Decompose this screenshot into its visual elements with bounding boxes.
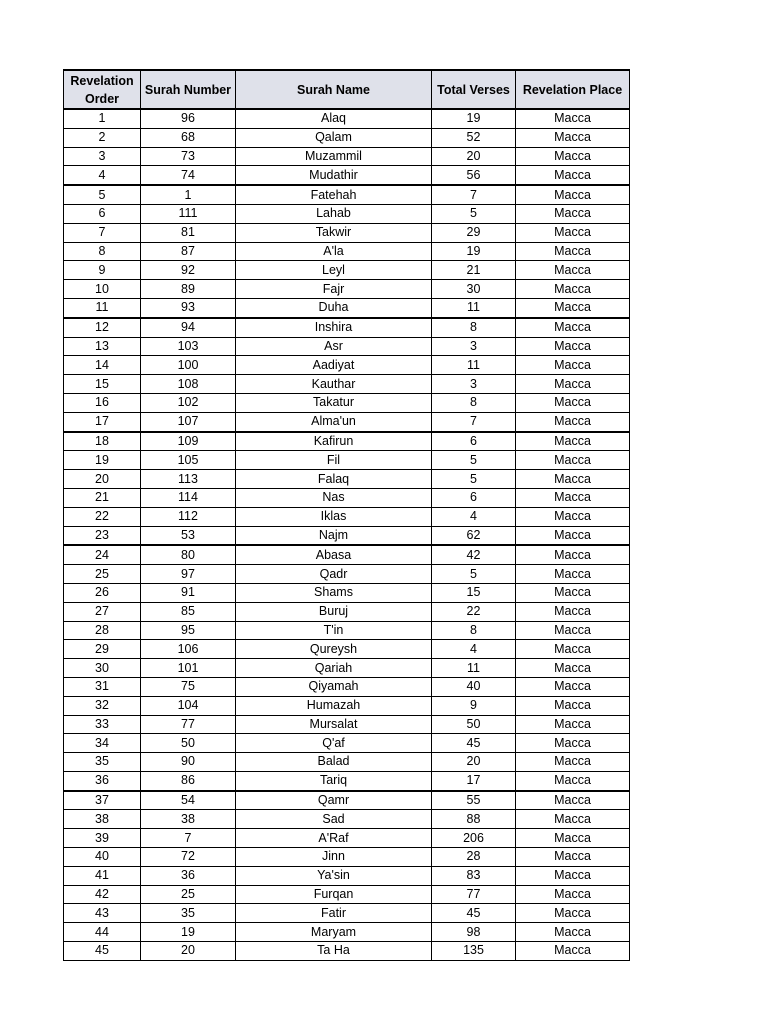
cell-revelation-place: Macca xyxy=(516,829,630,848)
cell-revelation-order: 43 xyxy=(64,904,141,923)
cell-revelation-order: 15 xyxy=(64,375,141,394)
cell-revelation-place: Macca xyxy=(516,375,630,394)
cell-surah-number: 96 xyxy=(141,109,236,128)
cell-revelation-place: Macca xyxy=(516,128,630,147)
cell-surah-number: 36 xyxy=(141,866,236,885)
table-row xyxy=(64,185,630,204)
cell-revelation-place: Macca xyxy=(516,298,630,317)
cell-surah-name: Falaq xyxy=(236,470,432,489)
cell-revelation-place: Macca xyxy=(516,470,630,489)
cell-surah-name: Fatir xyxy=(236,904,432,923)
header-revelation-place: Revelation Place xyxy=(516,70,630,109)
table-row xyxy=(64,848,630,867)
cell-revelation-place: Macca xyxy=(516,621,630,640)
cell-surah-name: Tariq xyxy=(236,771,432,790)
cell-revelation-place: Macca xyxy=(516,602,630,621)
cell-revelation-place: Macca xyxy=(516,885,630,904)
cell-surah-number: 19 xyxy=(141,923,236,942)
cell-surah-number: 1 xyxy=(141,185,236,204)
cell-total-verses: 20 xyxy=(432,147,516,166)
cell-revelation-order: 30 xyxy=(64,659,141,678)
cell-revelation-order: 26 xyxy=(64,583,141,602)
table-row xyxy=(64,923,630,942)
cell-surah-number: 20 xyxy=(141,942,236,961)
cell-surah-number: 100 xyxy=(141,356,236,375)
cell-revelation-place: Macca xyxy=(516,640,630,659)
cell-total-verses: 15 xyxy=(432,583,516,602)
cell-surah-number: 102 xyxy=(141,393,236,412)
cell-surah-number: 95 xyxy=(141,621,236,640)
cell-revelation-order: 37 xyxy=(64,791,141,810)
cell-total-verses: 4 xyxy=(432,640,516,659)
cell-surah-number: 111 xyxy=(141,204,236,223)
table-row xyxy=(64,904,630,923)
cell-surah-name: Inshira xyxy=(236,318,432,337)
cell-revelation-order: 38 xyxy=(64,810,141,829)
cell-total-verses: 30 xyxy=(432,280,516,299)
cell-revelation-place: Macca xyxy=(516,545,630,564)
cell-surah-name: Najm xyxy=(236,526,432,545)
cell-surah-number: 38 xyxy=(141,810,236,829)
cell-revelation-place: Macca xyxy=(516,942,630,961)
table-row xyxy=(64,640,630,659)
cell-total-verses: 11 xyxy=(432,659,516,678)
cell-total-verses: 98 xyxy=(432,923,516,942)
cell-total-verses: 17 xyxy=(432,771,516,790)
cell-surah-number: 91 xyxy=(141,583,236,602)
cell-surah-name: Qamr xyxy=(236,791,432,810)
cell-total-verses: 83 xyxy=(432,866,516,885)
cell-revelation-order: 16 xyxy=(64,393,141,412)
cell-total-verses: 8 xyxy=(432,393,516,412)
cell-surah-number: 114 xyxy=(141,488,236,507)
cell-surah-number: 92 xyxy=(141,261,236,280)
table-row xyxy=(64,734,630,753)
cell-revelation-order: 18 xyxy=(64,432,141,451)
table-row xyxy=(64,829,630,848)
cell-surah-name: Takwir xyxy=(236,223,432,242)
cell-revelation-place: Macca xyxy=(516,848,630,867)
table-row xyxy=(64,223,630,242)
cell-total-verses: 77 xyxy=(432,885,516,904)
cell-surah-number: 74 xyxy=(141,166,236,185)
cell-surah-number: 7 xyxy=(141,829,236,848)
cell-total-verses: 52 xyxy=(432,128,516,147)
cell-surah-number: 75 xyxy=(141,677,236,696)
cell-surah-number: 35 xyxy=(141,904,236,923)
table-row xyxy=(64,488,630,507)
cell-revelation-place: Macca xyxy=(516,659,630,678)
cell-surah-name: Asr xyxy=(236,337,432,356)
table-body xyxy=(64,109,630,960)
cell-total-verses: 206 xyxy=(432,829,516,848)
table-row xyxy=(64,261,630,280)
cell-revelation-place: Macca xyxy=(516,810,630,829)
cell-total-verses: 5 xyxy=(432,204,516,223)
table-row xyxy=(64,507,630,526)
cell-revelation-order: 44 xyxy=(64,923,141,942)
table-row xyxy=(64,583,630,602)
cell-revelation-order: 1 xyxy=(64,109,141,128)
table-row xyxy=(64,866,630,885)
cell-revelation-order: 8 xyxy=(64,242,141,261)
table-row xyxy=(64,128,630,147)
cell-surah-number: 25 xyxy=(141,885,236,904)
cell-revelation-order: 11 xyxy=(64,298,141,317)
cell-revelation-place: Macca xyxy=(516,715,630,734)
cell-surah-name: Iklas xyxy=(236,507,432,526)
cell-revelation-order: 10 xyxy=(64,280,141,299)
cell-surah-name: Sad xyxy=(236,810,432,829)
cell-surah-number: 73 xyxy=(141,147,236,166)
cell-total-verses: 7 xyxy=(432,185,516,204)
cell-revelation-order: 28 xyxy=(64,621,141,640)
table-row xyxy=(64,451,630,470)
cell-total-verses: 88 xyxy=(432,810,516,829)
cell-revelation-order: 41 xyxy=(64,866,141,885)
table-row xyxy=(64,109,630,128)
cell-total-verses: 19 xyxy=(432,109,516,128)
header-surah-name: Surah Name xyxy=(236,70,432,109)
cell-revelation-order: 7 xyxy=(64,223,141,242)
cell-revelation-order: 20 xyxy=(64,470,141,489)
table-row xyxy=(64,545,630,564)
cell-revelation-place: Macca xyxy=(516,904,630,923)
cell-revelation-order: 22 xyxy=(64,507,141,526)
cell-surah-name: Lahab xyxy=(236,204,432,223)
cell-total-verses: 42 xyxy=(432,545,516,564)
cell-surah-name: Alaq xyxy=(236,109,432,128)
cell-surah-number: 109 xyxy=(141,432,236,451)
cell-surah-number: 87 xyxy=(141,242,236,261)
header-surah-number: Surah Number xyxy=(141,70,236,109)
surah-table xyxy=(63,69,630,961)
cell-revelation-order: 12 xyxy=(64,318,141,337)
table-row xyxy=(64,696,630,715)
cell-surah-name: Nas xyxy=(236,488,432,507)
cell-revelation-place: Macca xyxy=(516,223,630,242)
cell-surah-number: 50 xyxy=(141,734,236,753)
cell-revelation-place: Macca xyxy=(516,432,630,451)
cell-total-verses: 6 xyxy=(432,488,516,507)
cell-surah-name: Alma'un xyxy=(236,412,432,431)
cell-surah-name: Fajr xyxy=(236,280,432,299)
cell-total-verses: 5 xyxy=(432,565,516,584)
cell-revelation-order: 13 xyxy=(64,337,141,356)
table-row xyxy=(64,791,630,810)
cell-total-verses: 135 xyxy=(432,942,516,961)
cell-surah-number: 108 xyxy=(141,375,236,394)
cell-revelation-place: Macca xyxy=(516,583,630,602)
cell-revelation-order: 34 xyxy=(64,734,141,753)
cell-surah-number: 90 xyxy=(141,753,236,772)
cell-revelation-order: 35 xyxy=(64,753,141,772)
cell-revelation-order: 4 xyxy=(64,166,141,185)
cell-total-verses: 62 xyxy=(432,526,516,545)
cell-revelation-place: Macca xyxy=(516,507,630,526)
cell-revelation-place: Macca xyxy=(516,318,630,337)
cell-total-verses: 56 xyxy=(432,166,516,185)
cell-revelation-order: 39 xyxy=(64,829,141,848)
cell-surah-name: Duha xyxy=(236,298,432,317)
table-row xyxy=(64,166,630,185)
cell-total-verses: 45 xyxy=(432,904,516,923)
cell-revelation-order: 40 xyxy=(64,848,141,867)
cell-revelation-place: Macca xyxy=(516,451,630,470)
cell-total-verses: 50 xyxy=(432,715,516,734)
cell-total-verses: 45 xyxy=(432,734,516,753)
cell-revelation-place: Macca xyxy=(516,488,630,507)
cell-total-verses: 3 xyxy=(432,337,516,356)
cell-surah-name: A'Raf xyxy=(236,829,432,848)
cell-surah-number: 105 xyxy=(141,451,236,470)
cell-revelation-place: Macca xyxy=(516,356,630,375)
table-row xyxy=(64,298,630,317)
table-row xyxy=(64,204,630,223)
cell-surah-number: 106 xyxy=(141,640,236,659)
cell-revelation-order: 5 xyxy=(64,185,141,204)
cell-revelation-order: 23 xyxy=(64,526,141,545)
cell-revelation-order: 21 xyxy=(64,488,141,507)
table-row xyxy=(64,147,630,166)
table-row xyxy=(64,242,630,261)
header-row xyxy=(64,70,630,109)
cell-surah-name: Ta Ha xyxy=(236,942,432,961)
cell-revelation-place: Macca xyxy=(516,242,630,261)
cell-surah-name: Mursalat xyxy=(236,715,432,734)
cell-revelation-order: 19 xyxy=(64,451,141,470)
cell-surah-name: Qadr xyxy=(236,565,432,584)
cell-revelation-order: 31 xyxy=(64,677,141,696)
cell-revelation-order: 45 xyxy=(64,942,141,961)
cell-surah-name: Kauthar xyxy=(236,375,432,394)
cell-revelation-order: 42 xyxy=(64,885,141,904)
table-row xyxy=(64,280,630,299)
cell-surah-number: 54 xyxy=(141,791,236,810)
cell-surah-name: Balad xyxy=(236,753,432,772)
cell-revelation-place: Macca xyxy=(516,565,630,584)
cell-surah-name: Q'af xyxy=(236,734,432,753)
cell-revelation-order: 32 xyxy=(64,696,141,715)
cell-surah-name: Furqan xyxy=(236,885,432,904)
cell-surah-name: Aadiyat xyxy=(236,356,432,375)
cell-surah-name: Humazah xyxy=(236,696,432,715)
cell-surah-number: 101 xyxy=(141,659,236,678)
table-row xyxy=(64,565,630,584)
cell-surah-name: Maryam xyxy=(236,923,432,942)
cell-revelation-place: Macca xyxy=(516,147,630,166)
cell-total-verses: 55 xyxy=(432,791,516,810)
cell-surah-name: Qariah xyxy=(236,659,432,678)
cell-revelation-place: Macca xyxy=(516,393,630,412)
cell-total-verses: 19 xyxy=(432,242,516,261)
cell-surah-name: Kafirun xyxy=(236,432,432,451)
cell-surah-number: 103 xyxy=(141,337,236,356)
cell-surah-name: Shams xyxy=(236,583,432,602)
cell-total-verses: 8 xyxy=(432,318,516,337)
cell-revelation-order: 24 xyxy=(64,545,141,564)
header-revelation-order: Revelation Order xyxy=(64,70,141,109)
cell-revelation-place: Macca xyxy=(516,771,630,790)
cell-revelation-place: Macca xyxy=(516,261,630,280)
table-row xyxy=(64,356,630,375)
cell-surah-number: 97 xyxy=(141,565,236,584)
cell-revelation-order: 25 xyxy=(64,565,141,584)
cell-revelation-order: 2 xyxy=(64,128,141,147)
cell-revelation-order: 14 xyxy=(64,356,141,375)
cell-surah-name: Fatehah xyxy=(236,185,432,204)
cell-surah-name: Takatur xyxy=(236,393,432,412)
cell-revelation-place: Macca xyxy=(516,677,630,696)
table-row xyxy=(64,753,630,772)
cell-total-verses: 4 xyxy=(432,507,516,526)
spreadsheet-page xyxy=(63,69,630,961)
cell-surah-name: Buruj xyxy=(236,602,432,621)
cell-revelation-order: 36 xyxy=(64,771,141,790)
cell-surah-name: Jinn xyxy=(236,848,432,867)
cell-surah-number: 80 xyxy=(141,545,236,564)
cell-revelation-place: Macca xyxy=(516,109,630,128)
cell-surah-number: 77 xyxy=(141,715,236,734)
cell-revelation-place: Macca xyxy=(516,204,630,223)
cell-revelation-place: Macca xyxy=(516,791,630,810)
cell-surah-number: 112 xyxy=(141,507,236,526)
cell-surah-name: Mudathir xyxy=(236,166,432,185)
cell-surah-number: 113 xyxy=(141,470,236,489)
cell-revelation-order: 3 xyxy=(64,147,141,166)
cell-total-verses: 22 xyxy=(432,602,516,621)
cell-surah-name: Qureysh xyxy=(236,640,432,659)
table-row xyxy=(64,715,630,734)
cell-surah-number: 85 xyxy=(141,602,236,621)
cell-revelation-order: 9 xyxy=(64,261,141,280)
cell-total-verses: 11 xyxy=(432,356,516,375)
cell-total-verses: 8 xyxy=(432,621,516,640)
cell-revelation-place: Macca xyxy=(516,185,630,204)
cell-revelation-place: Macca xyxy=(516,866,630,885)
table-row xyxy=(64,393,630,412)
cell-revelation-place: Macca xyxy=(516,923,630,942)
cell-revelation-order: 29 xyxy=(64,640,141,659)
cell-surah-number: 72 xyxy=(141,848,236,867)
cell-surah-number: 107 xyxy=(141,412,236,431)
cell-total-verses: 5 xyxy=(432,451,516,470)
table-row xyxy=(64,318,630,337)
cell-total-verses: 28 xyxy=(432,848,516,867)
cell-surah-number: 86 xyxy=(141,771,236,790)
cell-revelation-place: Macca xyxy=(516,526,630,545)
table-row xyxy=(64,677,630,696)
cell-surah-name: A'la xyxy=(236,242,432,261)
cell-surah-name: Fil xyxy=(236,451,432,470)
cell-revelation-place: Macca xyxy=(516,337,630,356)
table-row xyxy=(64,432,630,451)
table-row xyxy=(64,375,630,394)
cell-surah-name: T'in xyxy=(236,621,432,640)
cell-total-verses: 7 xyxy=(432,412,516,431)
cell-revelation-order: 17 xyxy=(64,412,141,431)
cell-surah-number: 81 xyxy=(141,223,236,242)
cell-revelation-order: 27 xyxy=(64,602,141,621)
cell-revelation-place: Macca xyxy=(516,753,630,772)
cell-revelation-place: Macca xyxy=(516,166,630,185)
table-row xyxy=(64,810,630,829)
table-row xyxy=(64,526,630,545)
table-row xyxy=(64,885,630,904)
cell-total-verses: 5 xyxy=(432,470,516,489)
cell-surah-number: 93 xyxy=(141,298,236,317)
cell-total-verses: 9 xyxy=(432,696,516,715)
table-row xyxy=(64,621,630,640)
cell-total-verses: 29 xyxy=(432,223,516,242)
cell-total-verses: 6 xyxy=(432,432,516,451)
cell-surah-name: Muzammil xyxy=(236,147,432,166)
cell-total-verses: 20 xyxy=(432,753,516,772)
cell-surah-name: Qalam xyxy=(236,128,432,147)
cell-surah-number: 53 xyxy=(141,526,236,545)
cell-surah-number: 104 xyxy=(141,696,236,715)
cell-revelation-place: Macca xyxy=(516,280,630,299)
cell-surah-name: Qiyamah xyxy=(236,677,432,696)
cell-revelation-order: 33 xyxy=(64,715,141,734)
table-row xyxy=(64,942,630,961)
cell-revelation-place: Macca xyxy=(516,734,630,753)
cell-surah-number: 94 xyxy=(141,318,236,337)
table-row xyxy=(64,412,630,431)
cell-total-verses: 11 xyxy=(432,298,516,317)
cell-surah-name: Ya'sin xyxy=(236,866,432,885)
table-row xyxy=(64,659,630,678)
table-row xyxy=(64,337,630,356)
cell-revelation-place: Macca xyxy=(516,412,630,431)
cell-surah-name: Abasa xyxy=(236,545,432,564)
cell-total-verses: 21 xyxy=(432,261,516,280)
cell-revelation-place: Macca xyxy=(516,696,630,715)
header-total-verses: Total Verses xyxy=(432,70,516,109)
cell-surah-number: 68 xyxy=(141,128,236,147)
cell-total-verses: 3 xyxy=(432,375,516,394)
cell-revelation-order: 6 xyxy=(64,204,141,223)
cell-surah-number: 89 xyxy=(141,280,236,299)
cell-surah-name: Leyl xyxy=(236,261,432,280)
table-row xyxy=(64,771,630,790)
table-row xyxy=(64,470,630,489)
table-header xyxy=(64,70,630,109)
table-row xyxy=(64,602,630,621)
cell-total-verses: 40 xyxy=(432,677,516,696)
